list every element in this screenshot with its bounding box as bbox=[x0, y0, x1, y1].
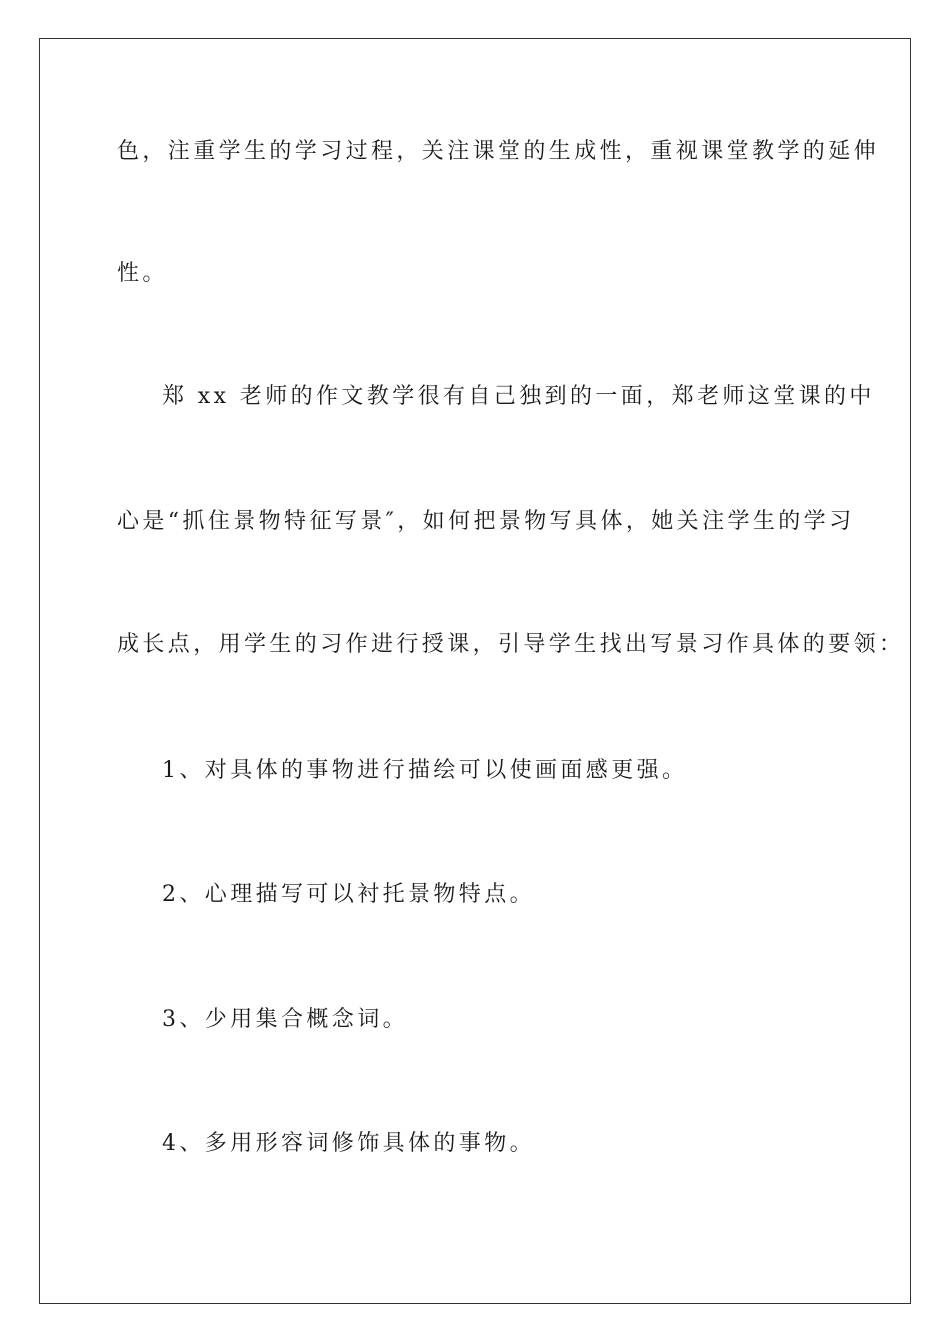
paragraph-line-1: 色，注重学生的学习过程，关注课堂的生成性，重视课堂教学的延伸 bbox=[117, 139, 880, 164]
paragraph-line-5: 成长点，用学生的习作进行授课，引导学生找出写景习作具体的要领： bbox=[117, 632, 905, 657]
list-item-4: 4、多用形容词修饰具体的事物。 bbox=[162, 1131, 535, 1156]
list-item-2: 2、心理描写可以衬托景物特点。 bbox=[162, 882, 535, 907]
paragraph-line-3: 郑 xx 老师的作文教学很有自己独到的一面，郑老师这堂课的中 bbox=[162, 384, 875, 409]
paragraph-line-2: 性。 bbox=[117, 261, 168, 286]
paragraph-line-4: 心是“抓住景物特征写景″，如何把景物写具体，她关注学生的学习 bbox=[117, 509, 855, 534]
page-border bbox=[39, 38, 911, 1304]
list-item-3: 3、少用集合概念词。 bbox=[162, 1007, 408, 1032]
list-item-1: 1、对具体的事物进行描绘可以使画面感更强。 bbox=[162, 758, 688, 783]
